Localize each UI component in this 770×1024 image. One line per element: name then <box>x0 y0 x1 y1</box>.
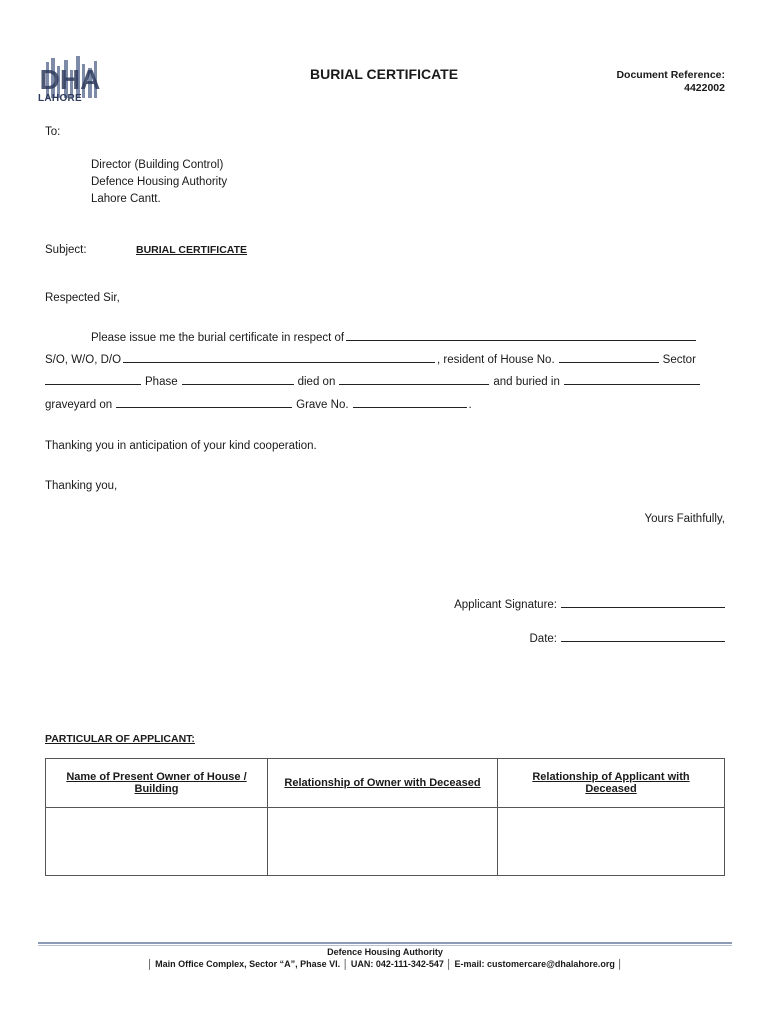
footer-org: Defence Housing Authority <box>327 947 443 957</box>
date-field[interactable] <box>561 630 725 642</box>
footer-address: Main Office Complex, Sector “A”, Phase VI. <box>155 959 341 969</box>
date-of-death-field[interactable] <box>339 373 489 385</box>
buried-in-label: and buried in <box>493 376 560 388</box>
address-line-3: Lahore Cantt. <box>91 193 161 205</box>
closing-text: Yours Faithfully, <box>644 513 725 525</box>
sector-field[interactable] <box>45 373 141 385</box>
request-line-3 <box>45 373 702 389</box>
table-header-row <box>46 759 725 808</box>
owner-name-cell[interactable] <box>46 808 268 876</box>
house-no-label: , resident of House No. <box>437 354 555 366</box>
particulars-heading: PARTICULAR OF APPLICANT: <box>45 733 195 745</box>
request-line-2 <box>45 351 696 367</box>
address-line-1: Director (Building Control) <box>91 159 224 171</box>
graveyard-on-label: graveyard on <box>45 399 113 411</box>
sector-label: Sector <box>662 354 696 366</box>
footer-contact-line: │ Main Office Complex, Sector “A”, Phase VI. │ UAN: 042-111-342-547 │ E-mail: customercare@dhalahore.org │ <box>146 959 624 969</box>
subject-label: Subject: <box>45 244 87 256</box>
house-no-field[interactable] <box>559 351 659 363</box>
request-text: Please issue me the burial certificate in respect of <box>91 332 345 344</box>
relation-prefix-label: S/O, W/O, D/O <box>45 354 122 366</box>
request-line-4 <box>45 396 472 412</box>
signature-field[interactable] <box>561 596 725 608</box>
doc-ref-label: Document Reference: <box>616 69 725 81</box>
grave-no-field[interactable] <box>353 396 467 408</box>
particulars-table <box>45 758 725 876</box>
request-line-1 <box>91 329 698 345</box>
footer-uan: UAN: 042-111-342-547 <box>350 959 444 969</box>
grave-no-label: Grave No. <box>296 399 349 411</box>
logo-city-label: LAHORE <box>38 93 83 104</box>
footer-divider-thin <box>38 945 732 946</box>
footer-divider <box>38 942 732 944</box>
owner-name-column-header: Name of Present Owner of House / Building <box>46 759 268 808</box>
signature-line <box>454 596 725 612</box>
burial-place-field[interactable] <box>564 373 700 385</box>
svg-text:DHA: DHA <box>39 64 101 95</box>
document-title: BURIAL CERTIFICATE <box>310 66 459 82</box>
signature-label: Applicant Signature: <box>454 599 557 611</box>
address-line-2: Defence Housing Authority <box>91 176 228 188</box>
subject-value: BURIAL CERTIFICATE <box>136 244 248 256</box>
phase-label: Phase <box>145 376 178 388</box>
footer-email: E-mail: customercare@dhalahore.org <box>454 959 615 969</box>
owner-relationship-column-header: Relationship of Owner with Deceased <box>268 759 498 808</box>
burial-date-field[interactable] <box>116 396 292 408</box>
period: . <box>468 399 472 411</box>
salutation: Respected Sir, <box>45 292 120 304</box>
deceased-name-field[interactable] <box>346 329 696 341</box>
doc-ref-value: 4422002 <box>684 82 725 94</box>
table-row <box>46 808 725 876</box>
date-label: Date: <box>529 633 557 645</box>
to-label: To: <box>45 126 61 138</box>
owner-relationship-cell[interactable] <box>268 808 498 876</box>
parent-name-field[interactable] <box>123 351 435 363</box>
applicant-relationship-cell[interactable] <box>498 808 725 876</box>
applicant-relationship-column-header: Relationship of Applicant with Deceased <box>498 759 725 808</box>
phase-field[interactable] <box>182 373 294 385</box>
thanks-anticipation: Thanking you in anticipation of your kind cooperation. <box>45 440 317 452</box>
thanking-you: Thanking you, <box>45 480 118 492</box>
died-on-label: died on <box>297 376 336 388</box>
date-line <box>530 630 726 646</box>
